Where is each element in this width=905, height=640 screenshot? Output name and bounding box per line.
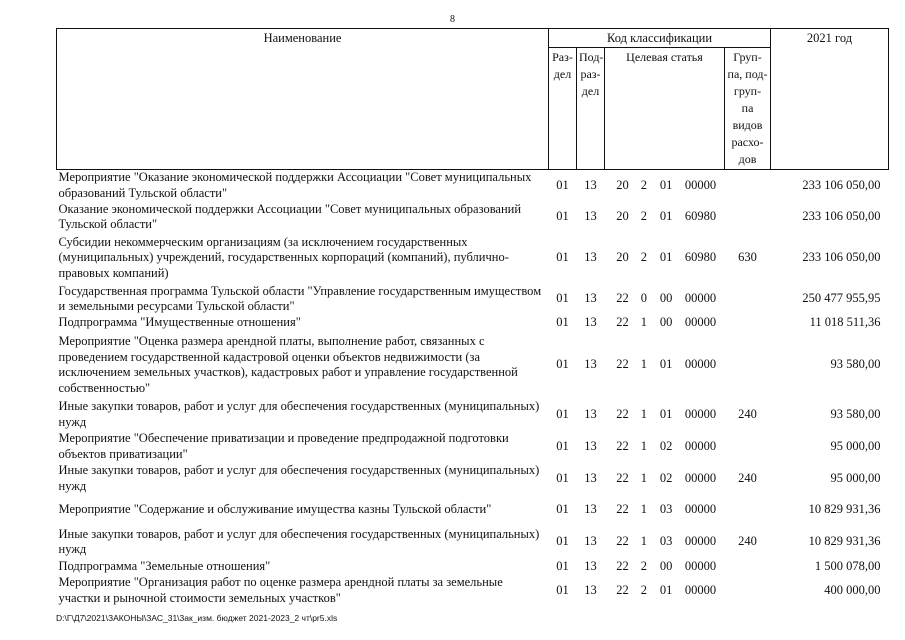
row-podrazdel: 13 [584, 209, 597, 224]
header-vid: Груп- па, под- груп- па видов расхо- дов [725, 48, 771, 170]
table-row [57, 559, 889, 575]
row-expense-type [725, 284, 771, 315]
target-article-part: 01 [659, 250, 673, 265]
table-row [57, 284, 889, 315]
row-podrazdel: 13 [584, 315, 597, 330]
target-article-part: 01 [659, 357, 673, 372]
row-amount-2021: 233 106 050,00 [802, 178, 881, 192]
row-razdel: 01 [556, 470, 569, 485]
row-expense-type [725, 170, 771, 202]
row-razdel: 01 [556, 178, 569, 192]
target-article-part: 22 [616, 470, 629, 485]
target-article-part: 22 [616, 315, 629, 330]
target-article-part: 00000 [684, 178, 717, 192]
row-amount-2021: 93 580,00 [830, 406, 881, 421]
row-amount-2021: 95 000,00 [830, 470, 881, 485]
table-row [57, 170, 889, 202]
target-article-part: 01 [659, 582, 673, 597]
target-article-part: 2 [640, 178, 647, 192]
target-article-part: 22 [616, 406, 629, 421]
row-podrazdel: 13 [584, 558, 597, 573]
row-target-article [605, 315, 725, 332]
header-year: 2021 год [771, 29, 889, 170]
row-razdel: 01 [556, 406, 569, 421]
target-article-part: 22 [616, 502, 629, 517]
target-article-part: 01 [659, 178, 673, 192]
row-amount-2021: 1 500 078,00 [814, 558, 881, 573]
row-target-article [605, 233, 725, 284]
target-article-part: 00000 [684, 470, 717, 485]
table-row [57, 575, 889, 607]
row-name: Иные закупки товаров, работ и услуг для обеспечения государственных (муниципальных) нужд [58, 526, 540, 556]
row-amount-2021: 233 106 050,00 [802, 209, 881, 224]
row-amount-2021: 10 829 931,36 [808, 502, 881, 517]
row-target-article [605, 575, 725, 607]
row-target-article [605, 332, 725, 399]
target-article-part: 1 [640, 534, 647, 549]
row-podrazdel: 13 [584, 502, 597, 517]
row-expense-type: 240 [738, 406, 757, 421]
target-article-part: 22 [616, 558, 629, 573]
row-expense-type [725, 332, 771, 399]
row-razdel: 01 [556, 209, 569, 224]
row-razdel: 01 [556, 558, 569, 573]
target-article-part: 22 [616, 357, 629, 372]
target-article-part: 00 [659, 315, 673, 330]
target-article-part: 1 [640, 406, 647, 421]
target-article-part: 1 [640, 438, 647, 453]
row-podrazdel: 13 [584, 438, 597, 453]
row-target-article [605, 463, 725, 495]
row-razdel: 01 [556, 291, 569, 306]
target-article-part: 03 [659, 502, 673, 517]
table-row [57, 431, 889, 463]
target-article-part: 2 [640, 209, 647, 224]
table-row [57, 332, 889, 399]
header-razdel: Раз- дел [549, 48, 577, 170]
row-amount-2021: 95 000,00 [830, 438, 881, 453]
target-article-part: 00000 [684, 438, 717, 453]
row-podrazdel: 13 [584, 406, 597, 421]
target-article-part: 1 [640, 357, 647, 372]
target-article-part: 00000 [684, 502, 717, 517]
header-name: Наименование [57, 29, 549, 170]
row-target-article [605, 431, 725, 463]
table-body [57, 170, 889, 607]
target-article-part: 60980 [684, 250, 717, 265]
row-razdel: 01 [556, 357, 569, 372]
row-podrazdel: 13 [584, 178, 597, 192]
row-expense-type [725, 575, 771, 607]
target-article-part: 00000 [684, 406, 717, 421]
target-article-part: 02 [659, 438, 673, 453]
row-name: Иные закупки товаров, работ и услуг для обеспечения государственных (муниципальных) нужд [58, 399, 540, 429]
row-expense-type [725, 202, 771, 233]
row-expense-type [725, 431, 771, 463]
row-amount-2021: 400 000,00 [824, 582, 881, 597]
row-name: Субсидии некоммерческим организациям (за исключением государственных (муниципальных) учреждений, государственных корпораций (компаний), публично-правовых компаний) [58, 234, 509, 280]
row-expense-type: 240 [738, 470, 757, 485]
row-razdel: 01 [556, 315, 569, 330]
target-article-part: 1 [640, 315, 647, 330]
budget-table [56, 28, 889, 607]
row-podrazdel: 13 [584, 582, 597, 597]
row-target-article [605, 559, 725, 575]
table-row [57, 526, 889, 559]
row-razdel: 01 [556, 438, 569, 453]
target-article-part: 00 [659, 558, 673, 573]
target-article-part: 00000 [684, 558, 717, 573]
row-expense-type: 630 [738, 250, 757, 265]
target-article-part: 01 [659, 406, 673, 421]
table-row [57, 315, 889, 332]
target-article-part: 22 [616, 291, 629, 306]
row-razdel: 01 [556, 534, 569, 549]
row-razdel: 01 [556, 582, 569, 597]
row-podrazdel: 13 [584, 470, 597, 485]
table-row [57, 463, 889, 495]
row-podrazdel: 13 [584, 534, 597, 549]
row-target-article [605, 170, 725, 202]
row-name: Мероприятие "Организация работ по оценке размера арендной платы за земельные участки и рыночной стоимости земельных участков" [58, 575, 503, 605]
table-row [57, 495, 889, 526]
row-expense-type [725, 315, 771, 332]
target-article-part: 20 [616, 209, 629, 224]
header-classification: Код классификации [549, 29, 771, 48]
target-article-part: 0 [640, 291, 647, 306]
row-amount-2021: 93 580,00 [830, 357, 881, 372]
header-podrazdel: Под- раз- дел [577, 48, 605, 170]
row-amount-2021: 250 477 955,95 [802, 291, 881, 306]
target-article-part: 2 [640, 582, 647, 597]
target-article-part: 1 [640, 470, 647, 485]
row-name: Иные закупки товаров, работ и услуг для обеспечения государственных (муниципальных) нужд [58, 463, 540, 493]
target-article-part: 2 [640, 558, 647, 573]
file-path: D:\Г\Д7\2021\ЗАКОНЫ\ЗАС_31\3ак_изм. бюджет 2021-2023_2 чт\pr5.xls [56, 613, 338, 623]
target-article-part: 00000 [684, 315, 717, 330]
row-name: Мероприятие "Оценка размера арендной платы, выполнение работ, связанных с проведением государственной кадастровой оценки объектов недвижимости (за исключением земельных участков), кадастровых работ и управление государственной собственностью" [58, 334, 518, 395]
row-name: Подпрограмма "Земельные отношения" [58, 558, 271, 573]
target-article-part: 00000 [684, 534, 717, 549]
row-expense-type [725, 559, 771, 575]
target-article-part: 02 [659, 470, 673, 485]
page-number: 8 [450, 14, 455, 25]
row-razdel: 01 [556, 502, 569, 517]
row-razdel: 01 [556, 250, 569, 265]
row-podrazdel: 13 [584, 250, 597, 265]
row-expense-type: 240 [738, 534, 757, 549]
target-article-part: 22 [616, 438, 629, 453]
target-article-part: 01 [659, 209, 673, 224]
target-article-part: 00000 [684, 291, 717, 306]
table-row [57, 399, 889, 431]
target-article-part: 00000 [684, 357, 717, 372]
target-article-part: 22 [616, 582, 629, 597]
row-amount-2021: 11 018 511,36 [809, 315, 881, 330]
table-header [57, 29, 889, 170]
target-article-part: 60980 [684, 209, 717, 224]
row-target-article [605, 284, 725, 315]
row-name: Подпрограмма "Имущественные отношения" [58, 315, 301, 330]
row-target-article [605, 526, 725, 559]
row-podrazdel: 13 [584, 357, 597, 372]
row-name: Мероприятие "Содержание и обслуживание имущества казны Тульской области" [58, 502, 492, 517]
row-amount-2021: 233 106 050,00 [802, 250, 881, 265]
row-podrazdel: 13 [584, 291, 597, 306]
row-target-article [605, 399, 725, 431]
row-expense-type [725, 495, 771, 526]
target-article-part: 22 [616, 534, 629, 549]
target-article-part: 00 [659, 291, 673, 306]
target-article-part: 00000 [684, 582, 717, 597]
table-row [57, 233, 889, 284]
row-name: Мероприятие "Оказание экономической поддержки Ассоциации "Совет муниципальных образований Тульской области" [58, 170, 532, 200]
header-target: Целевая статья [605, 48, 725, 170]
target-article-part: 2 [640, 250, 647, 265]
row-target-article [605, 495, 725, 526]
row-target-article [605, 202, 725, 233]
target-article-part: 03 [659, 534, 673, 549]
table-row [57, 202, 889, 233]
row-name: Оказание экономической поддержки Ассоциации "Совет муниципальных образований Тульской области" [58, 201, 522, 231]
target-article-part: 20 [616, 250, 629, 265]
row-name: Мероприятие "Обеспечение приватизации и проведение предпродажной подготовки объектов приватизации" [58, 431, 509, 461]
target-article-part: 1 [640, 502, 647, 517]
row-amount-2021: 10 829 931,36 [808, 534, 881, 549]
row-name: Государственная программа Тульской области "Управление государственным имуществом и земельными ресурсами Тульской области" [58, 283, 542, 313]
target-article-part: 20 [616, 178, 629, 192]
